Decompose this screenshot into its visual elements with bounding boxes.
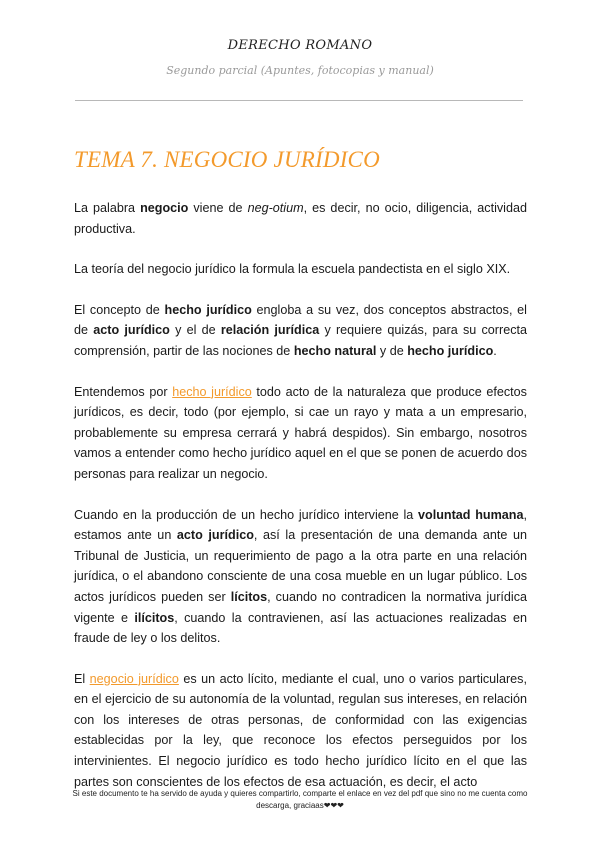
bold-term-negocio: negocio xyxy=(140,201,189,215)
text-run: y requiere quizás, para su correcta comprensión, partir de las nociones de xyxy=(74,323,528,358)
text-run: La palabra xyxy=(74,201,141,215)
bold-term-acto-juridico: acto jurídico xyxy=(93,323,170,338)
text-run: , es decir, no ocio, diligencia, actividad productiva. xyxy=(74,201,527,236)
link-hecho-juridico[interactable]: hecho jurídico xyxy=(172,384,252,399)
text-run: viene de xyxy=(188,201,248,215)
paragraph-hecho-juridico-definition xyxy=(74,382,527,485)
bold-term-hecho-juridico-2: hecho jurídico xyxy=(407,343,494,358)
italic-term-neg-otium: neg-otium xyxy=(247,201,304,215)
text-run: , así la presentación de una demanda ante un Tribunal de Justicia, un requerimiento de pago a la otra parte en una relación jurídica, o el abandono consciente de una cosa mueble en un lugar público. Los actos jurídicos pueden ser xyxy=(74,528,527,604)
text-run: El xyxy=(74,671,90,686)
paragraph-acto-juridico xyxy=(74,505,527,649)
paragraph-negocio-juridico xyxy=(74,669,527,793)
text-run: . xyxy=(493,343,497,358)
document-header-subtitle: Segundo parcial (Apuntes, fotocopias y manual) xyxy=(166,64,434,77)
text-run: , estamos ante un xyxy=(74,507,528,543)
paragraph-negocio-etymology xyxy=(74,198,527,239)
paragraph-pandectista xyxy=(74,259,527,280)
header-divider xyxy=(75,100,523,101)
document-body xyxy=(74,198,527,792)
text-run: es un acto lícito, mediante el cual, uno o varios particulares, en el ejercicio de su autonomía de la voluntad, regulan sus intereses, en relación con los intereses de otras personas, de conformidad con las exigencias establecidas por la ley, que reconoce los efectos perseguidos por los intervinientes. El negocio jurídico es todo hecho jurídico lícito en el que las partes son conscientes de los efectos de esa actuación, es decir, el acto xyxy=(74,671,527,789)
text-run: Cuando en la producción de un hecho jurídico interviene la xyxy=(74,507,419,522)
text-run: , cuando la contravienen, así las actuaciones realizadas en fraude de ley o los delitos. xyxy=(74,610,527,646)
text-run: La teoría del negocio jurídico la formula la escuela pandectista en el siglo XIX. xyxy=(74,262,511,277)
text-run: El concepto de xyxy=(74,302,165,317)
text-run: engloba a su vez, dos conceptos abstractos, el de xyxy=(74,302,527,338)
bold-term-hecho-natural: hecho natural xyxy=(293,343,377,358)
text-run: , cuando no contradicen la normativa jurídica vigente e xyxy=(74,589,528,625)
document-header-title: DERECHO ROMANO xyxy=(227,38,373,53)
bold-term-relacion-juridica: relación jurídica xyxy=(220,323,320,338)
text-run: Entendemos por xyxy=(74,384,173,399)
text-run: y el de xyxy=(169,323,221,338)
paragraph-hecho-juridico-concept xyxy=(74,300,527,362)
bold-term-acto-juridico-2: acto jurídico xyxy=(176,528,254,543)
bold-term-licitos: lícitos xyxy=(230,589,268,604)
bold-term-hecho-juridico: hecho jurídico xyxy=(164,302,252,317)
bold-term-ilicitos: ilícitos xyxy=(134,610,175,625)
bold-term-voluntad-humana: voluntad humana xyxy=(418,507,524,522)
footer-note: Si este documento te ha servido de ayuda y quieres compartirlo, comparte el enlace en vez del pdf que sino no me cuenta como descarga, graciaas❤❤❤ xyxy=(72,789,528,810)
link-negocio-juridico[interactable]: negocio jurídico xyxy=(89,671,179,686)
text-run: todo acto de la naturaleza que produce efectos jurídicos, es decir, todo (por ejemplo, si cae un rayo y mata a un empresario, probablemente su empresa cerrará y habrá despidos). Sin embargo, nosotros vamos a entender como hecho jurídico aquel en el que se ponen de acuerdo dos personas para realizar un negocio. xyxy=(74,384,527,481)
text-run: y de xyxy=(376,343,408,358)
section-title: TEMA 7. NEGOCIO JURÍDICO xyxy=(74,147,380,172)
